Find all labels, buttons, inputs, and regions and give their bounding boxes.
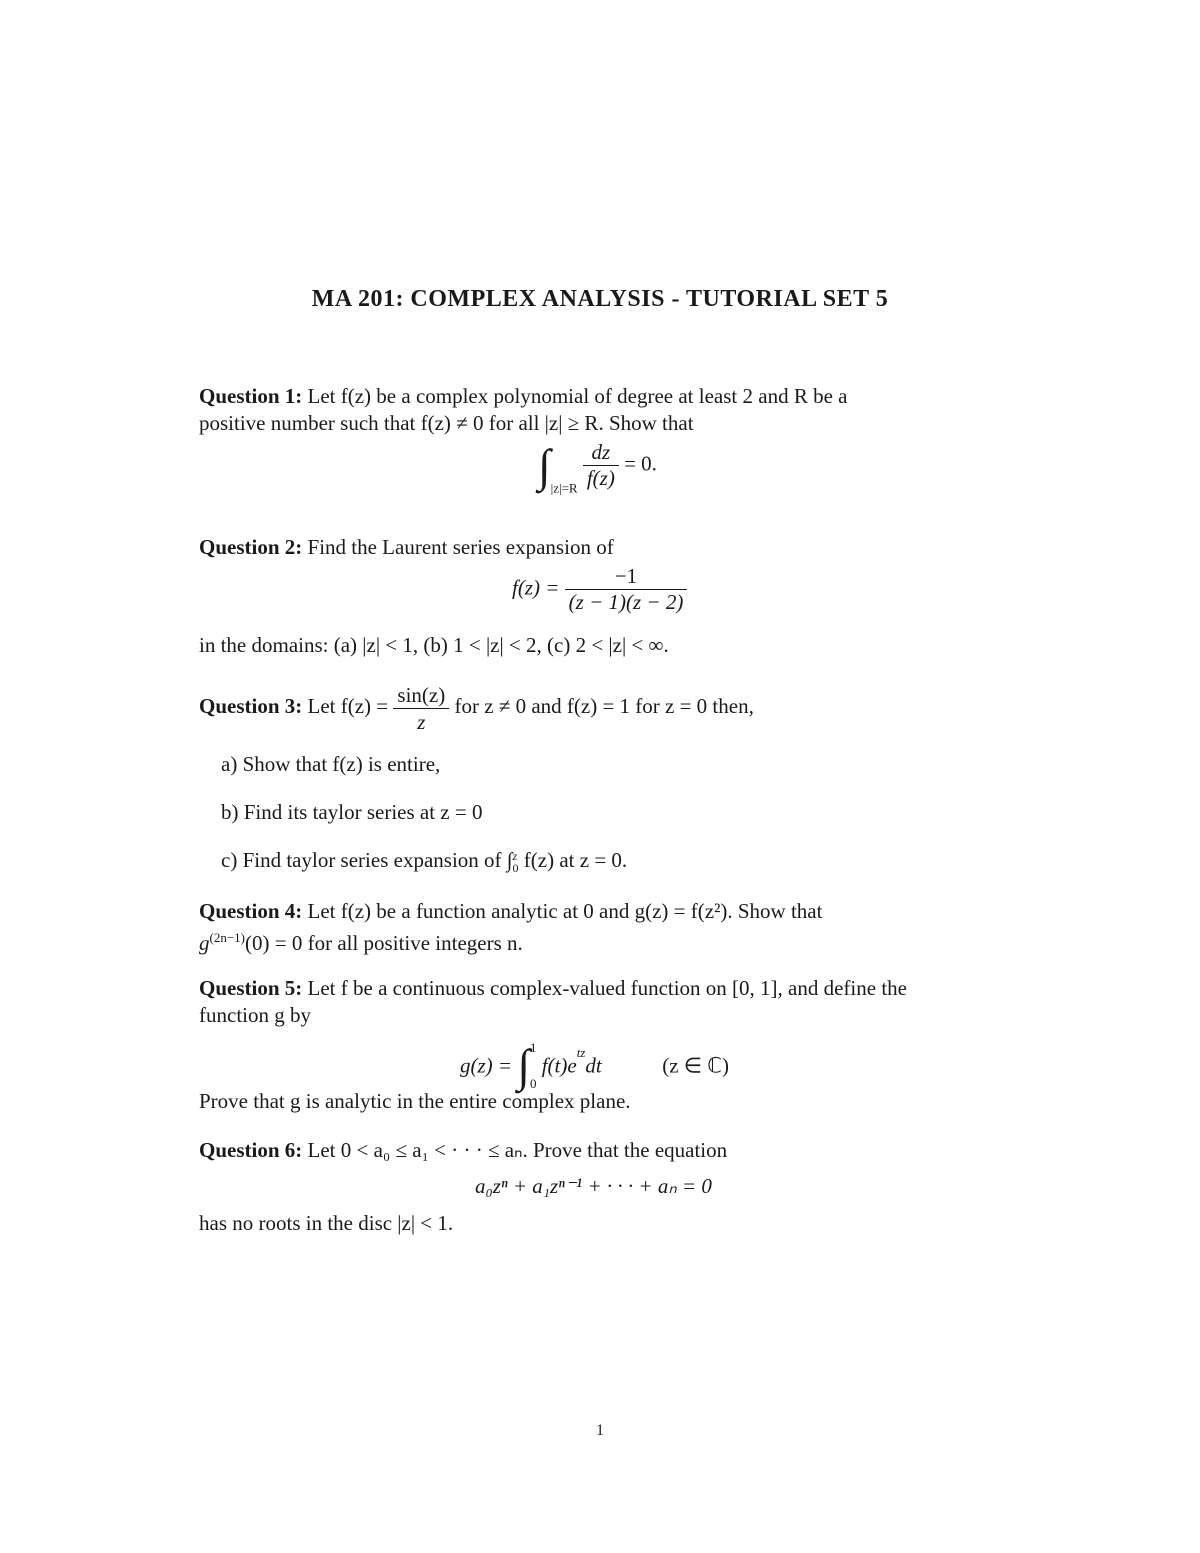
q4-line2-rest: (0) = 0 for all positive integers n. <box>245 931 523 955</box>
q3-lead: Let f(z) = <box>307 694 389 718</box>
q5-dt: dt <box>585 1053 602 1078</box>
q2-denominator: (z − 1)(z − 2) <box>568 590 684 614</box>
q5-integrand: f(t)e <box>541 1053 577 1078</box>
q4-g-order: (2n−1) <box>209 930 245 945</box>
q1-equation <box>538 440 657 496</box>
q3-c-limits <box>513 850 519 874</box>
q3-part-b: b) Find its taylor series at z = 0 <box>221 800 483 824</box>
q5-lower: 0 <box>529 1076 537 1091</box>
integral-sign-icon: ∫ <box>538 439 551 491</box>
q3-c-post: f(z) at z = 0. <box>523 848 628 872</box>
page-title: MA 201: COMPLEX ANALYSIS - TUTORIAL SET 5 <box>311 286 889 312</box>
q6-label: Question 6: <box>199 1138 303 1162</box>
q3-c-upper: z <box>512 849 518 864</box>
q2-numerator: −1 <box>565 564 688 590</box>
q5-text-line1: Let f be a continuous complex-valued function on [0, 1], and define the <box>307 976 907 1000</box>
q2-equation <box>512 564 687 615</box>
q2-label: Question 2: <box>199 535 303 559</box>
q5-lhs: g(z) = <box>460 1053 513 1078</box>
q5-domain: (z ∈ ℂ) <box>662 1053 729 1078</box>
integral-sign-icon: ∫ <box>517 1040 530 1091</box>
q5-label: Question 5: <box>199 976 303 1000</box>
q2-text: Find the Laurent series expansion of <box>307 535 614 559</box>
q1-fraction <box>583 440 619 491</box>
q5-line1 <box>199 975 907 1001</box>
q5-exponent: tz <box>576 1044 586 1060</box>
q5-upper: 1 <box>529 1040 537 1055</box>
q1-numerator: dz <box>583 440 619 466</box>
q2-lhs: f(z) = <box>512 575 560 600</box>
q3-line1 <box>199 678 754 735</box>
q5-conclusion: Prove that g is analytic in the entire complex plane. <box>199 1089 631 1113</box>
q5-line2: function g by <box>199 1003 311 1027</box>
q4-label: Question 4: <box>199 899 303 923</box>
q1-denominator: f(z) <box>586 466 615 490</box>
q3-tail: for z ≠ 0 and f(z) = 1 for z = 0 then, <box>454 694 754 718</box>
q4-text-line1: Let f(z) be a function analytic at 0 and g(z) = f(z²). Show that <box>307 899 823 923</box>
q4-line1 <box>199 898 822 924</box>
q3-numerator: sin(z) <box>393 682 449 709</box>
q3-fraction <box>393 682 449 735</box>
q3-part-a: a) Show that f(z) is entire, <box>221 752 441 776</box>
q1-rhs: = 0. <box>624 451 657 476</box>
q3-denominator: z <box>417 709 426 734</box>
q2-fraction <box>565 564 688 615</box>
q3-label: Question 3: <box>199 694 303 718</box>
q2-domains: in the domains: (a) |z| < 1, (b) 1 < |z| < 2, (c) 2 < |z| < ∞. <box>199 633 669 657</box>
q6-conclusion: has no roots in the disc |z| < 1. <box>199 1211 454 1235</box>
q6-text: Let 0 < a₀ ≤ a₁ < · · · ≤ aₙ. Prove that the equation <box>307 1138 728 1162</box>
q6-equation: a₀zⁿ + a₁zⁿ⁻¹ + · · · + aₙ = 0 <box>475 1174 712 1198</box>
q2-line1 <box>199 534 614 560</box>
page-number: 1 <box>596 1422 604 1439</box>
q1-contour: |z|=R <box>550 480 578 496</box>
q6-line1 <box>199 1137 727 1163</box>
q3-c-pre: c) Find taylor series expansion of <box>221 848 502 872</box>
q3-part-c <box>221 847 627 874</box>
integral-sign-icon: ∫ <box>506 848 513 872</box>
q1-text-line1: Let f(z) be a complex polynomial of degree at least 2 and R be a <box>307 384 848 408</box>
q3-c-lower: 0 <box>512 861 519 876</box>
q1-line2: positive number such that f(z) ≠ 0 for all |z| ≥ R. Show that <box>199 411 694 435</box>
q1-label: Question 1: <box>199 384 303 408</box>
q4-line2 <box>199 925 523 956</box>
q1-line1 <box>199 383 847 409</box>
q4-g: g <box>199 931 210 955</box>
